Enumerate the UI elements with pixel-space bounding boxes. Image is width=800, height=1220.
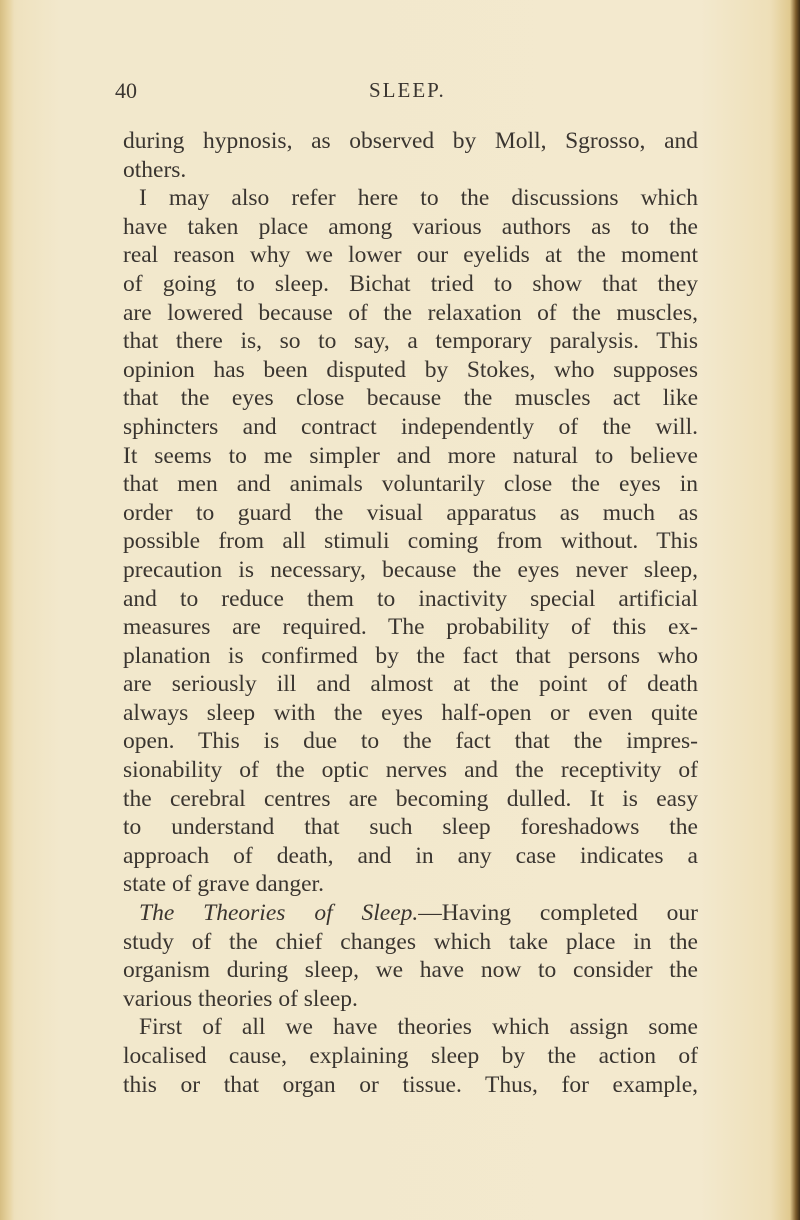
text-line: measures are required. The probability of this ex- xyxy=(123,614,698,641)
text-line: First of all we have theories which assign some xyxy=(139,1014,698,1041)
text-line: sionability of the optic nerves and the receptivity of xyxy=(123,757,698,784)
text-line: and to reduce them to inactivity special artificial xyxy=(123,585,698,612)
text-line: I may also refer here to the discussions which xyxy=(139,185,698,212)
text-line: this or that organ or tissue. Thus, for example, xyxy=(123,1071,698,1098)
text-line: that men and animals voluntarily close the eyes in xyxy=(123,471,698,498)
text-line: others. xyxy=(123,156,187,183)
text-line: open. This is due to the fact that the impres- xyxy=(123,728,698,755)
text-line: order to guard the visual apparatus as much as xyxy=(123,499,698,526)
text-line: study of the chief changes which take place in the xyxy=(123,928,698,955)
text-line: state of grave danger. xyxy=(123,871,324,898)
text-line: opinion has been disputed by Stokes, who supposes xyxy=(123,356,698,383)
section-heading-continuation: —Having completed our xyxy=(418,900,699,927)
page-number: 40 xyxy=(115,78,137,103)
text-line: that there is, so to say, a temporary paralysis. This xyxy=(123,328,698,355)
text-line: to understand that such sleep foreshadows the xyxy=(123,814,698,841)
text-line: have taken place among various authors as to the xyxy=(123,213,698,240)
text-line: during hypnosis, as observed by Moll, Sgrosso, and xyxy=(123,128,698,154)
text-line: It seems to me simpler and more natural to believe xyxy=(123,442,698,469)
text-line: various theories of sleep. xyxy=(123,985,358,1012)
text-line: real reason why we lower our eyelids at the moment xyxy=(123,242,698,269)
running-title: SLEEP. xyxy=(369,78,446,102)
text-line: localised cause, explaining sleep by the action of xyxy=(123,1043,698,1069)
text-line: that the eyes close because the muscles act like xyxy=(123,385,698,412)
text-line: precaution is necessary, because the eyes never sleep, xyxy=(123,556,698,583)
running-head xyxy=(0,78,800,112)
section-heading: The Theories of Sleep. xyxy=(139,900,419,927)
text-line: planation is confirmed by the fact that persons who xyxy=(123,642,698,669)
text-line: of going to sleep. Bichat tried to show that they xyxy=(123,270,698,297)
text-line: possible from all stimuli coming from without. This xyxy=(123,528,698,555)
text-line: organism during sleep, we have now to consider the xyxy=(123,957,698,984)
text-line: are lowered because of the relaxation of the muscles, xyxy=(123,299,698,326)
text-line: the cerebral centres are becoming dulled. It is easy xyxy=(123,785,698,812)
text-line: approach of death, and in any case indicates a xyxy=(123,842,698,869)
body-text xyxy=(123,127,698,1099)
text-line: always sleep with the eyes half-open or even quite xyxy=(123,699,698,726)
section-heading-line xyxy=(123,899,698,928)
text-line: are seriously ill and almost at the point of death xyxy=(123,671,698,698)
page-gutter-shadow xyxy=(0,0,14,1220)
text-line: sphincters and contract independently of the will. xyxy=(123,413,698,440)
